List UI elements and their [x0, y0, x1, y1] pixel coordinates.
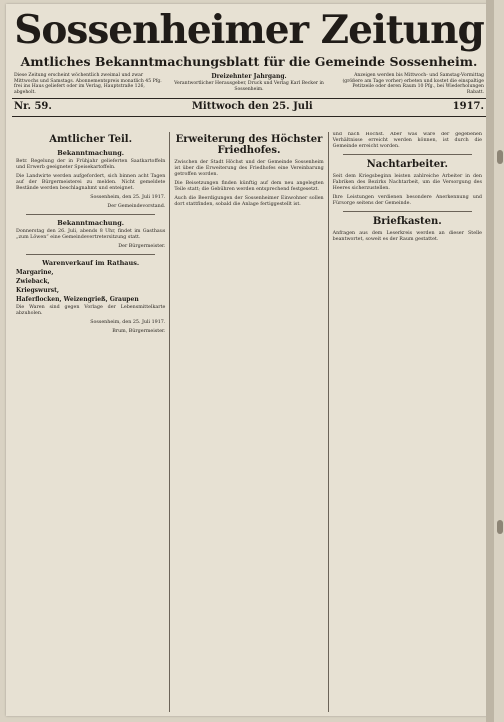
goods-item: Haferflocken, Weizengrieß, Graupen	[16, 296, 139, 303]
notice-text: Donnerstag den 26. Juli, abends 8 Uhr, findet im Gasthaus „zum Löwen“ eine Gemeindevertretersitzung statt.	[16, 229, 166, 240]
publisher-info	[174, 73, 324, 92]
notice-text: Die Waren sind gegen Vorlage der Lebensmittelkarte abzuholen.	[16, 305, 166, 316]
article-text: Anfragen aus dem Leserkreis werden an dieser Stelle beantwortet, soweit es der Raum gestattet.	[332, 231, 482, 242]
issue-row	[14, 99, 484, 113]
separator	[26, 214, 155, 215]
ads-info: Anzeigen werden bis Mittwoch- und Samstag-Vormittag (größere am Tage vorher) erbeten und kostet die einspaltige Petitzeile oder deren Raum 10 Pfg., bei Wiederholungen Rabatt.	[342, 73, 484, 95]
official-section-title: Amtlicher Teil.	[49, 134, 133, 145]
masthead: Sossenheimer Zeitung	[14, 7, 484, 53]
article-text: Ihre Leistungen verdienen besondere Anerkennung und Fürsorge seitens der Gemeinde.	[332, 195, 482, 206]
newspaper-page	[6, 4, 492, 716]
separator	[343, 211, 472, 212]
notice-heading: Warenverkauf im Rathaus.	[42, 259, 140, 267]
binding-edge	[486, 0, 494, 722]
article-text: und nach Höchst. Aber was wäre der gegebenen Verhältnisse erreicht werden können, ist durch die Gemeinde erreicht worden.	[332, 132, 482, 149]
night-workers-title: Nachtarbeiter.	[366, 159, 448, 170]
issue-date: Mittwoch den 25. Juli	[191, 100, 313, 112]
notice-text: Betr. Regelung der in Frühjahr gelieferten Saatkartoffeln und Erwerb geeigneter Speisekartoffeln.	[16, 159, 166, 170]
notice-heading: Bekanntmachung.	[57, 219, 125, 227]
article-text: Zwischen der Stadt Höchst und der Gemeinde Sossenheim ist über die Erweiterung des Friedhofes eine Vereinbarung getroffen worden.	[174, 160, 324, 177]
notice-heading: Bekanntmachung.	[57, 149, 125, 157]
punch-hole	[497, 520, 503, 534]
notice-signature: Brum, Bürgermeister.	[112, 329, 166, 334]
column-cemetery	[170, 132, 328, 712]
column-local	[329, 132, 486, 712]
letterbox-title: Briefkasten.	[372, 216, 442, 227]
publisher-text: Verantwortlicher Herausgeber, Druck und Verlag Karl Becker in Sossenheim.	[174, 81, 324, 92]
cemetery-article-title: Erweiterung des Höchster Friedhofes.	[175, 134, 323, 156]
issue-year: 1917.	[452, 100, 484, 112]
punch-hole	[497, 150, 503, 164]
article-text: Die Beisetzungen finden künftig auf dem neu angelegten Teile statt; die Gebühren werden entsprechend festgesetzt.	[174, 181, 324, 192]
notice-signature: Sossenheim, den 25. Juli 1917.	[90, 320, 166, 325]
separator	[26, 254, 155, 255]
goods-item: Margarine,	[16, 269, 54, 276]
separator	[343, 154, 472, 155]
goods-item: Zwieback,	[16, 278, 50, 285]
subscription-info: Diese Zeitung erscheint wöchentlich zweimal und zwar Mittwochs und Samstags. Abonnementspreis monatlich 45 Pfg. frei ins Haus geliefert oder im Verlag, Hauptstraße 126, abgeholt.	[14, 73, 162, 95]
goods-item: Kriegswurst,	[16, 287, 59, 294]
notice-signature: Sossenheim, den 25. Juli 1917.	[90, 195, 166, 200]
subtitle: Amtliches Bekanntmachungsblatt für die Gemeinde Sossenheim.	[20, 54, 478, 69]
notice-signature: Der Bürgermeister.	[118, 244, 166, 249]
notice-signature: Der Gemeindevorstand.	[107, 204, 166, 209]
article-text: Auch die Beerdigungen der Sossenheimer Einwohner sollen dort stattfinden, sobald die Anlage fertiggestellt ist.	[174, 196, 324, 207]
bottom-rule	[12, 116, 486, 117]
info-row	[14, 73, 484, 95]
columns	[12, 132, 486, 712]
notice-text: Die Landwirte werden aufgefordert, sich binnen acht Tagen auf der Bürgermeisterei zu melden. Nicht gemeldete Bestände werden beschlagnahmt und enteignet.	[16, 174, 166, 191]
column-official	[12, 132, 170, 712]
article-text: Seit dem Kriegsbeginn leisten zahlreiche Arbeiter in den Fabriken des Bezirks Nachtarbeit, um die Versorgung des Heeres sicherzustellen.	[332, 174, 482, 191]
volume-label: Dreizehnter Jahrgang.	[211, 73, 287, 80]
issue-number: Nr. 59.	[14, 100, 52, 112]
